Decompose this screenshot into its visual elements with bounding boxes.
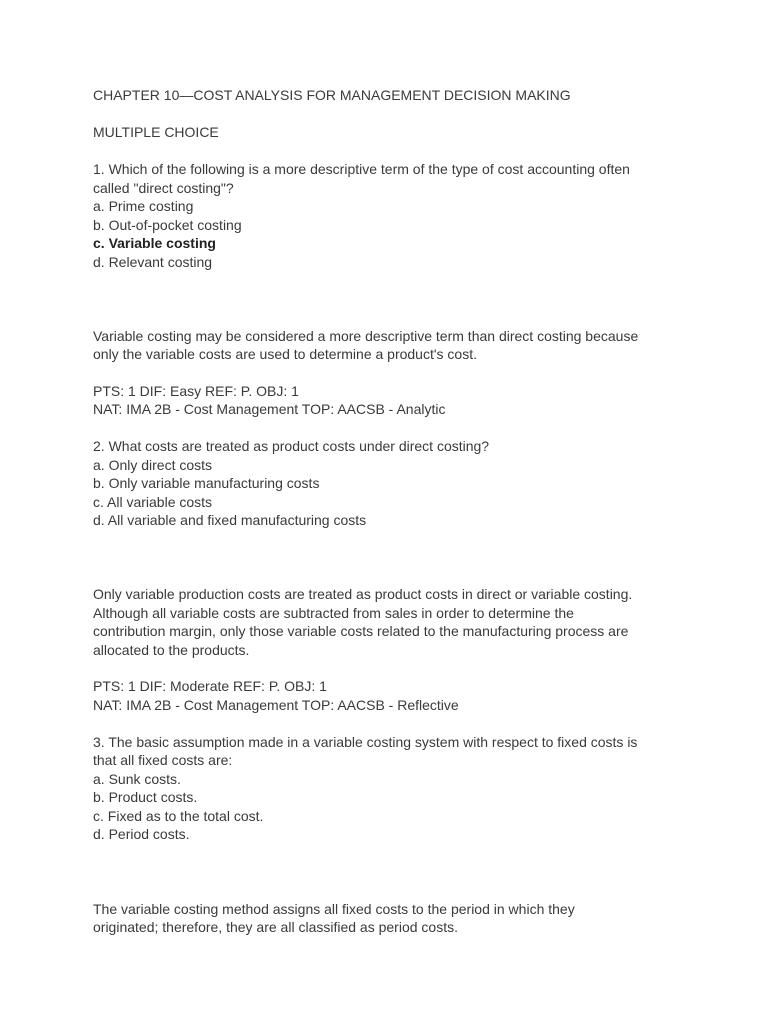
explanation-line: Only variable production costs are treated as product costs in direct or variable costing. bbox=[93, 586, 633, 602]
question-stem-line: 1. Which of the following is a more descriptive term of the type of cost accounting often bbox=[93, 161, 630, 177]
answer-option: b. Only variable manufacturing costs bbox=[93, 475, 320, 491]
answer-option: c. Fixed as to the total cost. bbox=[93, 808, 264, 824]
meta-line: PTS: 1 DIF: Moderate REF: P. OBJ: 1 bbox=[93, 678, 327, 694]
answer-option: b. Product costs. bbox=[93, 789, 198, 805]
explanation-line: The variable costing method assigns all fixed costs to the period in which they bbox=[93, 901, 575, 917]
section-title: MULTIPLE CHOICE bbox=[93, 124, 219, 140]
answer-option: d. Relevant costing bbox=[93, 254, 213, 270]
explanation-line: Although all variable costs are subtracted from sales in order to determine the bbox=[93, 605, 574, 621]
explanation-line: Variable costing may be considered a more descriptive term than direct costing because bbox=[93, 328, 639, 344]
answer-option: a. Sunk costs. bbox=[93, 771, 181, 787]
question-stem-line: 2. What costs are treated as product costs under direct costing? bbox=[93, 438, 490, 454]
question-stem-line: 3. The basic assumption made in a variable costing system with respect to fixed costs is bbox=[93, 734, 638, 750]
chapter-title: CHAPTER 10—COST ANALYSIS FOR MANAGEMENT DECISION MAKING bbox=[93, 87, 571, 103]
answer-option-correct: c. Variable costing bbox=[93, 235, 216, 251]
question-stem-line: called "direct costing"? bbox=[93, 180, 234, 196]
answer-option: b. Out-of-pocket costing bbox=[93, 217, 242, 233]
answer-option: c. All variable costs bbox=[93, 494, 213, 510]
question-stem-line: that all fixed costs are: bbox=[93, 752, 233, 768]
answer-option: d. All variable and fixed manufacturing costs bbox=[93, 512, 367, 528]
explanation-line: only the variable costs are used to determine a product's cost. bbox=[93, 346, 477, 362]
explanation-line: allocated to the products. bbox=[93, 642, 250, 658]
meta-line: PTS: 1 DIF: Easy REF: P. OBJ: 1 bbox=[93, 383, 299, 399]
explanation-line: originated; therefore, they are all classified as period costs. bbox=[93, 919, 458, 935]
answer-option: d. Period costs. bbox=[93, 826, 190, 842]
explanation-line: contribution margin, only those variable costs related to the manufacturing process are bbox=[93, 623, 629, 639]
meta-line: NAT: IMA 2B - Cost Management TOP: AACSB - Reflective bbox=[93, 697, 459, 713]
meta-line: NAT: IMA 2B - Cost Management TOP: AACSB - Analytic bbox=[93, 401, 446, 417]
answer-option: a. Only direct costs bbox=[93, 457, 213, 473]
answer-option: a. Prime costing bbox=[93, 198, 194, 214]
